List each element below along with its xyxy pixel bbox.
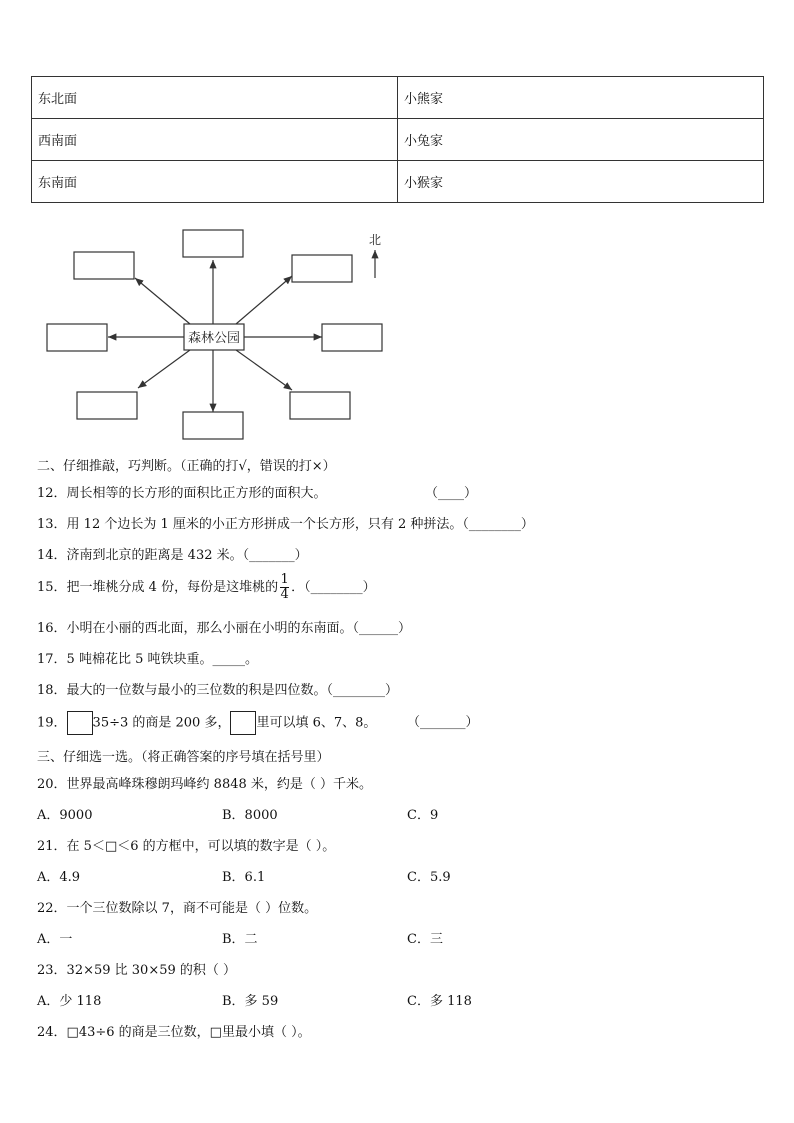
- question-text: 15．把一堆桃分成 4 份，每份是这堆桃的: [37, 580, 279, 595]
- option-b[interactable]: B．8000: [222, 808, 278, 823]
- home-cell: 小熊家: [398, 77, 764, 119]
- box-northwest: [74, 252, 134, 279]
- fraction-denominator: 4: [280, 587, 289, 602]
- box-southwest: [77, 392, 137, 419]
- home-cell: 小猴家: [398, 161, 764, 203]
- question-17: [37, 648, 258, 667]
- question-16: [37, 617, 411, 636]
- question-23: 23．32×59 比 30×59 的积（ ）: [37, 963, 237, 978]
- option-c[interactable]: C．三: [407, 932, 443, 947]
- answer-blank[interactable]: （_______）: [407, 715, 479, 730]
- question-20: 20．世界最高峰珠穆朗玛峰约 8848 米，约是（ ）千米。: [37, 777, 373, 792]
- fraction: [280, 573, 289, 602]
- question-text: 17．5 吨棉花比 5 吨铁块重。: [37, 652, 213, 667]
- question-text: 13．用 12 个边长为 1 厘米的小正方形拼成一个长方形，只有 2 种拼法。: [37, 517, 463, 532]
- question-21: 21．在 5＜□＜6 的方框中，可以填的数字是（ ）。: [37, 839, 336, 854]
- box-northeast: [292, 255, 352, 282]
- question-24: 24．□43÷6 的商是三位数，□里最小填（ ）。: [37, 1025, 311, 1040]
- question-18: [37, 679, 398, 698]
- question-text: 14．济南到北京的距离是 432 米。: [37, 548, 243, 563]
- option-a[interactable]: A．9000: [37, 808, 93, 823]
- question-number: 19．: [37, 715, 67, 731]
- question-text: 里可以填 6、7、8。: [256, 715, 377, 731]
- fill-in-box[interactable]: [67, 711, 93, 735]
- home-cell: 小兔家: [398, 119, 764, 161]
- option-b[interactable]: B．6.1: [222, 870, 266, 885]
- north-label: 北: [368, 233, 382, 247]
- question-text: 12．周长相等的长方形的面积比正方形的面积大。: [37, 486, 327, 501]
- direction-cell: 西南面: [32, 119, 398, 161]
- question-14: [37, 544, 308, 563]
- section2-heading: 二、仔细推敲，巧判断。（正确的打√，错误的打×）: [37, 459, 336, 474]
- direction-table: [31, 76, 764, 203]
- section3-heading: 三、仔细选一选。（将正确答案的序号填在括号里）: [37, 750, 330, 765]
- question-text: 18．最大的一位数与最小的三位数的积是四位数。: [37, 683, 327, 698]
- center-label: 森林公园: [187, 331, 241, 346]
- question-13: [37, 513, 534, 532]
- option-a[interactable]: A．少 118: [37, 994, 102, 1009]
- option-c[interactable]: C．多 118: [407, 994, 472, 1009]
- direction-cell: 东南面: [32, 161, 398, 203]
- option-c[interactable]: C．9: [407, 808, 439, 823]
- answer-blank[interactable]: （________）: [304, 580, 376, 595]
- box-north: [183, 230, 243, 257]
- box-west: [47, 324, 107, 351]
- table-row: [32, 161, 764, 203]
- option-a[interactable]: A．4.9: [37, 870, 81, 885]
- arrow-southeast: [236, 350, 292, 390]
- table-row: [32, 119, 764, 161]
- fill-in-box[interactable]: [230, 711, 256, 735]
- answer-blank[interactable]: （_______）: [242, 548, 308, 563]
- direction-cell: 东北面: [32, 77, 398, 119]
- box-east: [322, 324, 382, 351]
- compass-diagram: [40, 220, 390, 445]
- option-b[interactable]: B．多 59: [222, 994, 279, 1009]
- option-b[interactable]: B．二: [222, 932, 258, 947]
- question-text: 16．小明在小丽的西北面，那么小丽在小明的东南面。: [37, 621, 353, 636]
- question-22: 22．一个三位数除以 7，商不可能是（ ）位数。: [37, 901, 318, 916]
- question-15: [37, 573, 376, 602]
- answer-blank[interactable]: （____）: [425, 486, 478, 501]
- box-south: [183, 412, 243, 439]
- answer-blank[interactable]: _____。: [212, 652, 258, 667]
- fraction-numerator: 1: [280, 572, 289, 587]
- table-row: [32, 77, 764, 119]
- arrow-northeast: [236, 276, 292, 324]
- question-19: [37, 711, 479, 735]
- box-southeast: [290, 392, 350, 419]
- answer-blank[interactable]: （________）: [462, 517, 534, 532]
- question-12: [37, 482, 478, 501]
- option-c[interactable]: C．5.9: [407, 870, 451, 885]
- arrow-southwest: [138, 350, 190, 388]
- arrow-northwest: [135, 278, 190, 324]
- answer-blank[interactable]: （______）: [352, 621, 412, 636]
- question-text: 35÷3 的商是 200 多，: [92, 715, 231, 731]
- question-text-end: ．: [291, 580, 305, 595]
- answer-blank[interactable]: （________）: [326, 683, 399, 698]
- option-a[interactable]: A．一: [37, 932, 73, 947]
